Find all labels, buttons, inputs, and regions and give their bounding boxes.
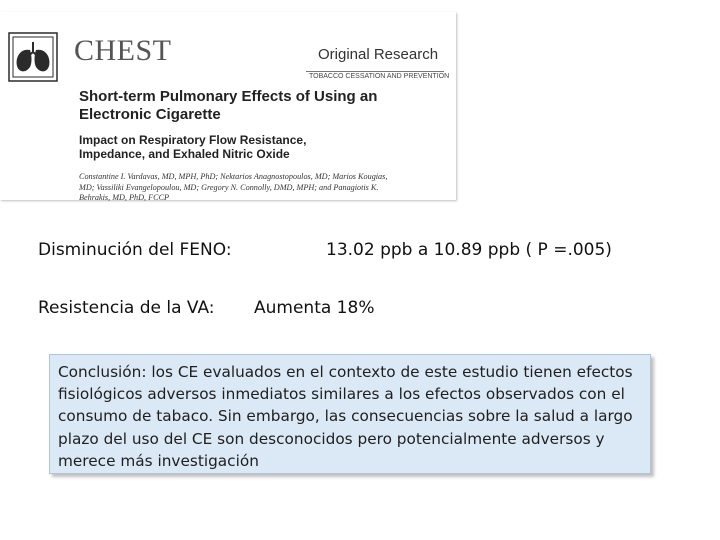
article-authors: Constantine I. Vardavas, MD, MPH, PhD; Nektarios Anagnostopoulos, MD; Marios Kougias, MD; Vassiliki Evangelopoulou, MD; Gregory N. Connolly, DMD, MPH; and Panagiotis K. Behrakis, MD, PhD, FCCP (79, 172, 388, 202)
section-sub-label: TOBACCO CESSATION AND PREVENTION (309, 73, 450, 80)
feno-label: Disminución del FENO: (38, 240, 232, 260)
conclusion-box (49, 354, 651, 474)
article-header-image (0, 12, 456, 200)
section-divider (306, 71, 444, 72)
article-title: Short-term Pulmonary Effects of Using an Electronic Cigarette (79, 88, 378, 123)
va-label: Resistencia de la VA: (38, 298, 215, 318)
article-subtitle: Impact on Respiratory Flow Resistance, Impedance, and Exhaled Nitric Oxide (79, 133, 307, 161)
chest-logo-icon (6, 30, 60, 84)
va-value: Aumenta 18% (254, 298, 375, 318)
feno-value: 13.02 ppb a 10.89 ppb ( P =.005) (326, 240, 612, 260)
conclusion-text: Conclusión: los CE evaluados en el contexto de este estudio tienen efectos fisiológicos adversos inmediatos similares a los efectos observados con el consumo de tabaco. Sin embargo, las consecuencias sobre la salud a largo plazo del uso del CE son desconocidos pero potencialmente adversos y merece más investigación (58, 363, 633, 470)
journal-name: CHEST (74, 34, 172, 67)
section-label: Original Research (318, 46, 439, 63)
